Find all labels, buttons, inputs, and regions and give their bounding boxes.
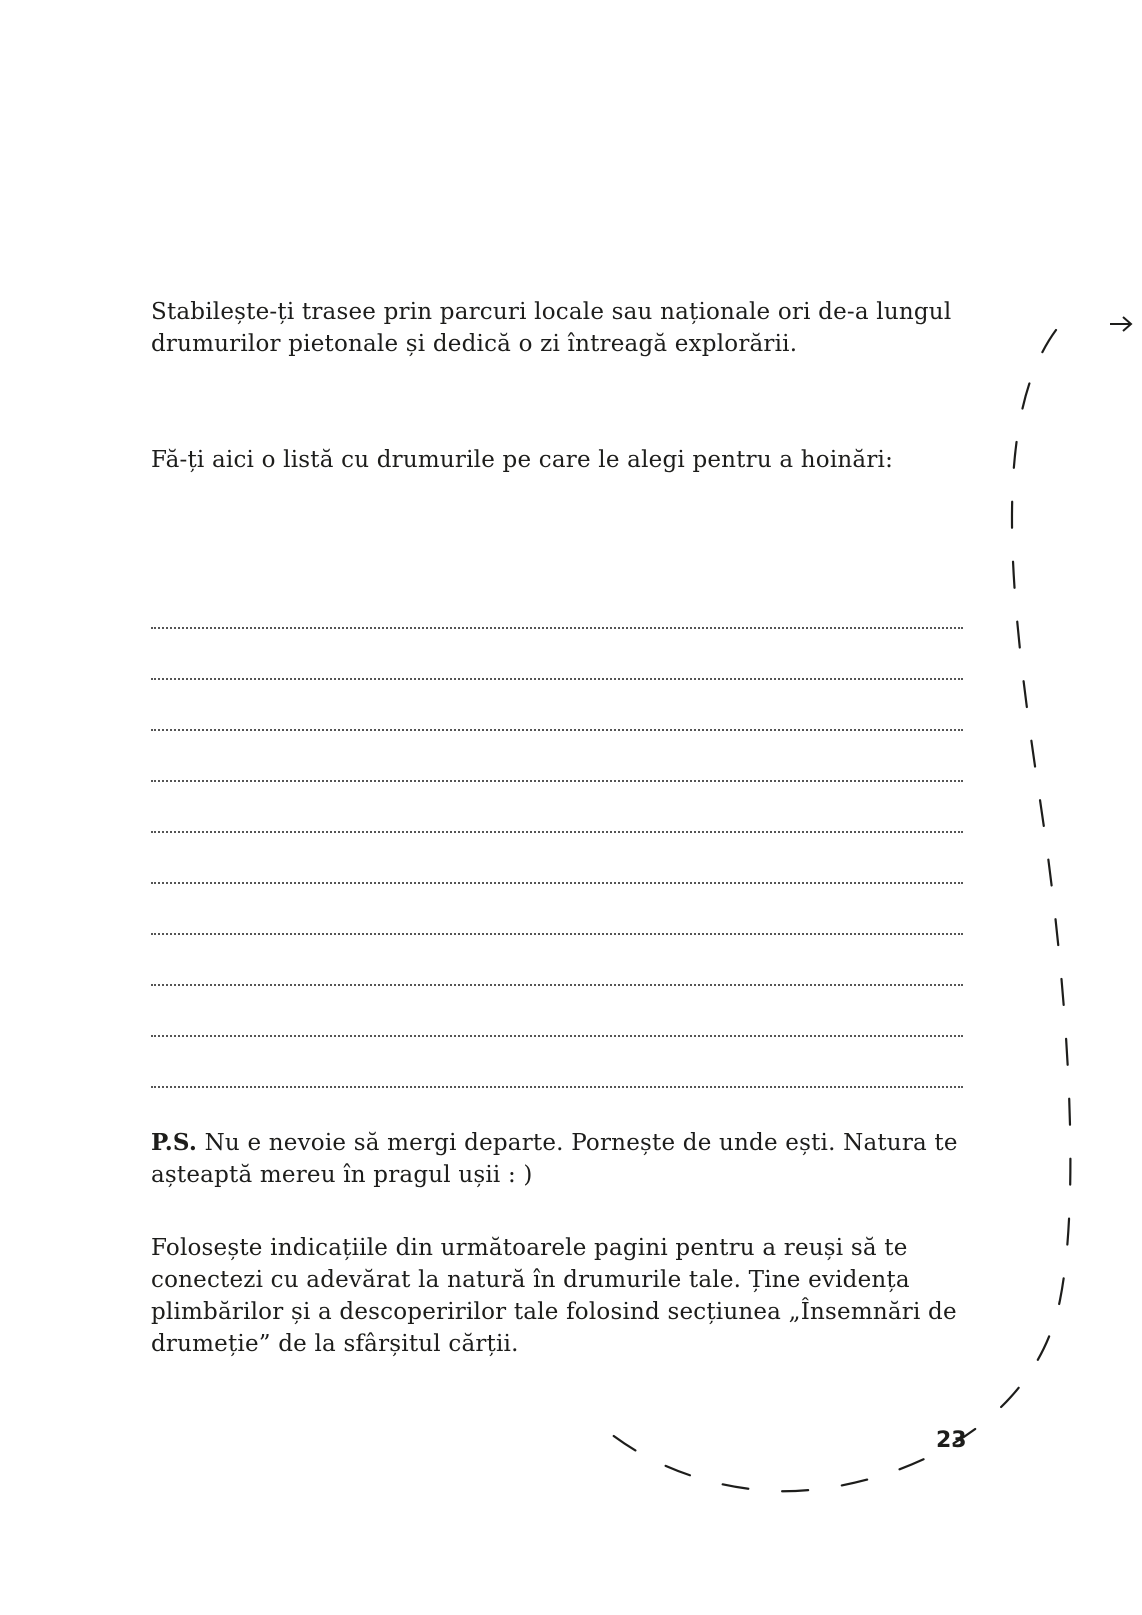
write-line[interactable]	[151, 782, 963, 833]
write-line[interactable]	[151, 833, 963, 884]
guide-paragraph: Folosește indicațiile din următoarele pagini pentru a reuși să te conectezi cu adevărat la natură în drumurile tale. Ține evidența plimbărilor și a descoperirilor tale folosind secțiunea „Însemnări de drumeție” de la sfârșitul cărții.	[151, 1235, 957, 1357]
write-line[interactable]	[151, 935, 963, 986]
arrow-right-icon	[1110, 317, 1131, 331]
write-line[interactable]	[151, 578, 963, 629]
write-line[interactable]	[151, 680, 963, 731]
intro-paragraph: Stabilește-ți trasee prin parcuri locale sau naționale ori de-a lungul drumurilor pietonale și dedică o zi întreagă explorării.	[151, 299, 952, 357]
write-line[interactable]	[151, 629, 963, 680]
ps-label: P.S.	[151, 1129, 198, 1156]
writing-lines	[151, 578, 963, 1088]
write-line[interactable]	[151, 986, 963, 1037]
write-line[interactable]	[151, 1037, 963, 1088]
list-prompt: Fă-ți aici o listă cu drumurile pe care le alegi pentru a hoinări:	[151, 447, 894, 473]
ps-text: Nu e nevoie să mergi departe. Pornește de unde ești. Natura te așteaptă mereu în pragul ușii : )	[151, 1130, 958, 1188]
page-number: 23	[936, 1428, 967, 1453]
write-line[interactable]	[151, 884, 963, 935]
ps-paragraph	[151, 1127, 971, 1191]
write-line[interactable]	[151, 731, 963, 782]
